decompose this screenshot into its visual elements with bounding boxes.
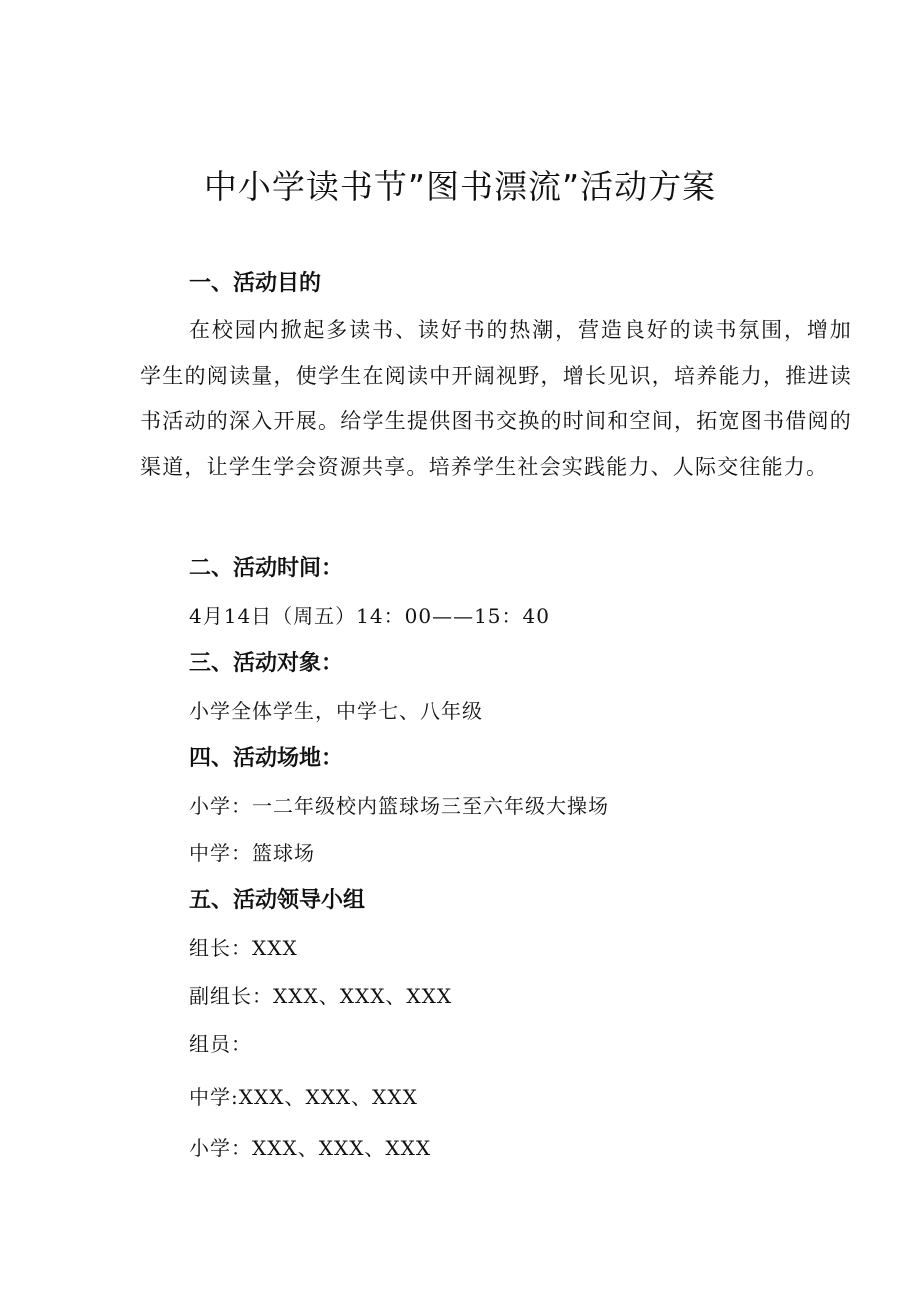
deputy-leaders: 副组长：XXX、XXX、XXX (189, 984, 453, 1008)
members-primary-school: 小学：XXX、XXX、XXX (189, 1136, 432, 1160)
purpose-paragraph: 在校园内掀起多读书、读好书的热潮，营造良好的读书氛围，增加学生的阅读量，使学生在阅读中开阔视野，增长见识，培养能力，推进读书活动的深入开展。给学生提供图书交换的时间和空间，拓宽图书借阅的渠道，让学生学会资源共享。培养学生社会实践能力、人际交往能力。 (140, 318, 852, 479)
venue-primary-school: 小学：一二年级校内篮球场三至六年级大操场 (189, 794, 609, 818)
members-middle-school: 中学:XXX、XXX、XXX (189, 1085, 418, 1109)
section-heading-venue: 四、活动场地： (189, 746, 344, 771)
activity-target: 小学全体学生，中学七、八年级 (189, 699, 483, 723)
group-leader: 组长：XXX (189, 936, 298, 960)
members-label: 组员： (189, 1032, 252, 1056)
activity-time: 4月14日（周五）14：00——15：40 (189, 604, 550, 628)
section-heading-time: 二、活动时间： (189, 556, 344, 581)
section-heading-purpose: 一、活动目的 (189, 271, 322, 296)
section-heading-target: 三、活动对象： (189, 651, 344, 676)
section-heading-leadership: 五、活动领导小组 (189, 888, 366, 913)
venue-middle-school: 中学：篮球场 (189, 841, 315, 865)
document-title: 中小学读书节”图书漂流”活动方案 (203, 167, 717, 206)
